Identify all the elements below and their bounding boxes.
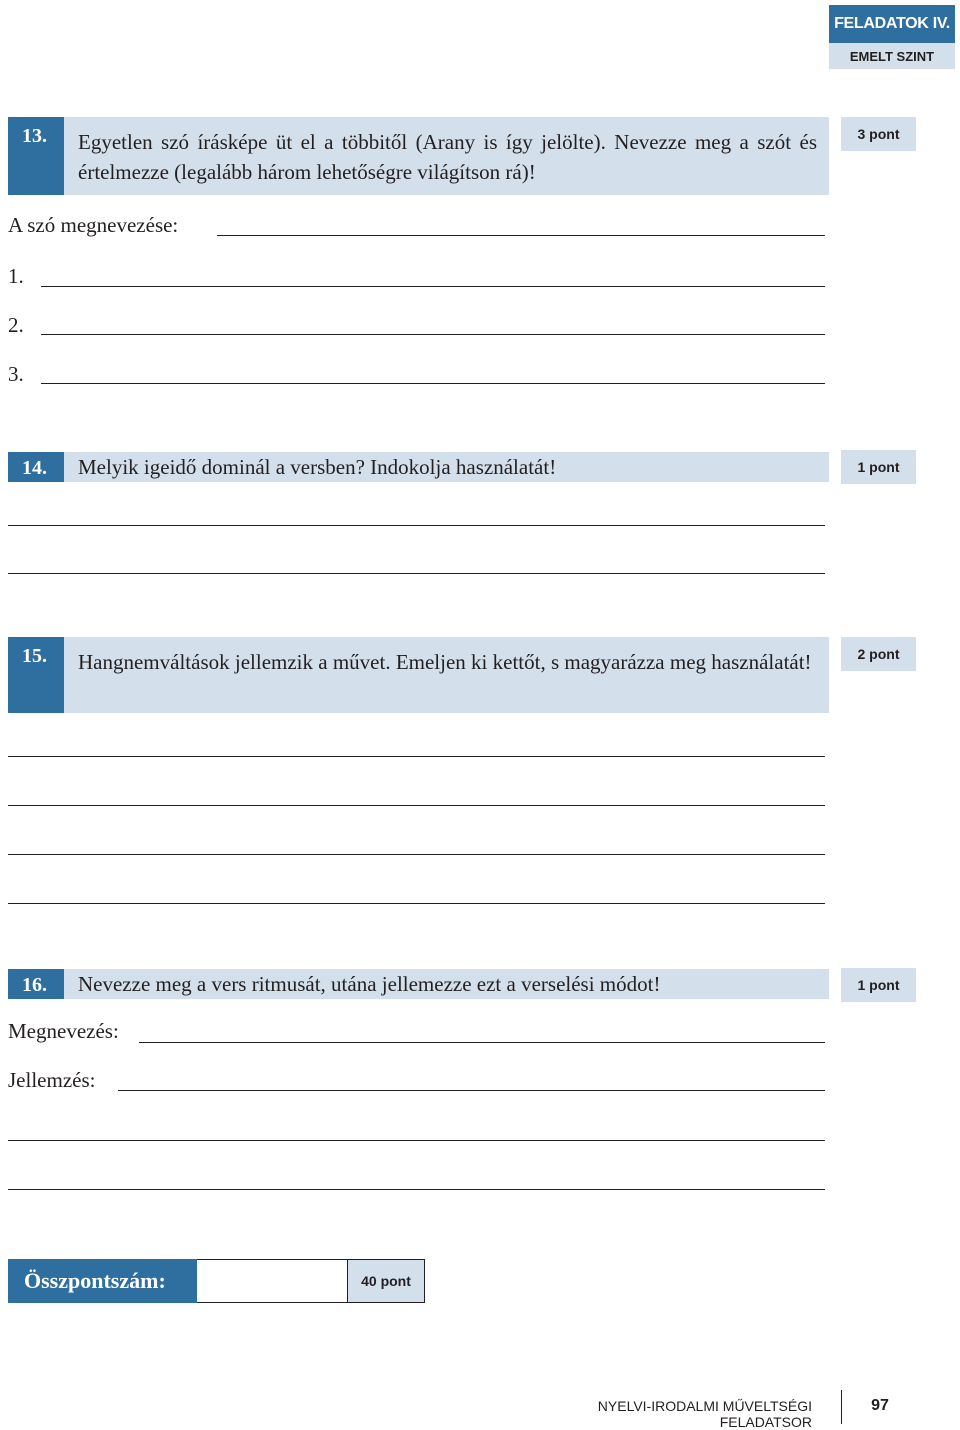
item-label-3: 3. bbox=[8, 362, 24, 386]
answer-line[interactable] bbox=[8, 854, 825, 855]
task-question-14: Melyik igeidő dominál a versben? Indokolja használatát! bbox=[64, 452, 829, 482]
points-badge-15: 2 pont bbox=[841, 637, 916, 671]
page-number: 97 bbox=[871, 1397, 889, 1414]
points-badge-16: 1 pont bbox=[841, 968, 916, 1002]
total-score-field[interactable] bbox=[197, 1259, 347, 1303]
task-number-16: 16. bbox=[8, 969, 64, 999]
item-label-2: 2. bbox=[8, 313, 24, 337]
answer-line[interactable] bbox=[8, 805, 825, 806]
name-label: Megnevezés: bbox=[8, 1019, 119, 1043]
task-number-13: 13. bbox=[8, 117, 64, 195]
answer-line-3[interactable] bbox=[41, 383, 825, 384]
description-answer-line[interactable] bbox=[118, 1090, 825, 1091]
answer-line[interactable] bbox=[8, 1189, 825, 1190]
item-label-1: 1. bbox=[8, 264, 24, 288]
task-question-16: Nevezze meg a vers ritmusát, utána jellemezze ezt a verselési módot! bbox=[64, 969, 829, 999]
answer-line[interactable] bbox=[8, 573, 825, 574]
points-badge-13: 3 pont bbox=[841, 117, 916, 151]
points-badge-14: 1 pont bbox=[841, 450, 916, 484]
description-label: Jellemzés: bbox=[8, 1068, 96, 1092]
task-question-15: Hangnemváltások jellemzik a művet. Emeljen ki kettőt, s magyarázza meg használatát! bbox=[64, 637, 829, 713]
footer-title: NYELVI-IRODALMI MŰVELTSÉGI FELADATSOR bbox=[597, 1398, 812, 1430]
task-question-13: Egyetlen szó írásképe üt el a többitől (Arany is így jelölte). Nevezze meg a szót és értelmezze (legalább három lehetőségre világítson rá)! bbox=[64, 117, 829, 195]
total-points-badge: 40 pont bbox=[347, 1259, 425, 1303]
word-answer-line[interactable] bbox=[217, 235, 825, 236]
answer-line-2[interactable] bbox=[41, 334, 825, 335]
task-number-15: 15. bbox=[8, 637, 64, 713]
answer-line[interactable] bbox=[8, 756, 825, 757]
answer-line[interactable] bbox=[8, 1140, 825, 1141]
total-score-label: Összpontszám: bbox=[8, 1259, 197, 1303]
level-badge: EMELT SZINT bbox=[829, 43, 955, 69]
footer-divider bbox=[841, 1390, 842, 1424]
answer-line[interactable] bbox=[8, 525, 825, 526]
section-badge: FELADATOK IV. bbox=[829, 5, 955, 43]
answer-line-1[interactable] bbox=[41, 286, 825, 287]
answer-line[interactable] bbox=[8, 903, 825, 904]
word-label: A szó megnevezése: bbox=[8, 213, 179, 237]
task-number-14: 14. bbox=[8, 452, 64, 482]
name-answer-line[interactable] bbox=[139, 1042, 825, 1043]
